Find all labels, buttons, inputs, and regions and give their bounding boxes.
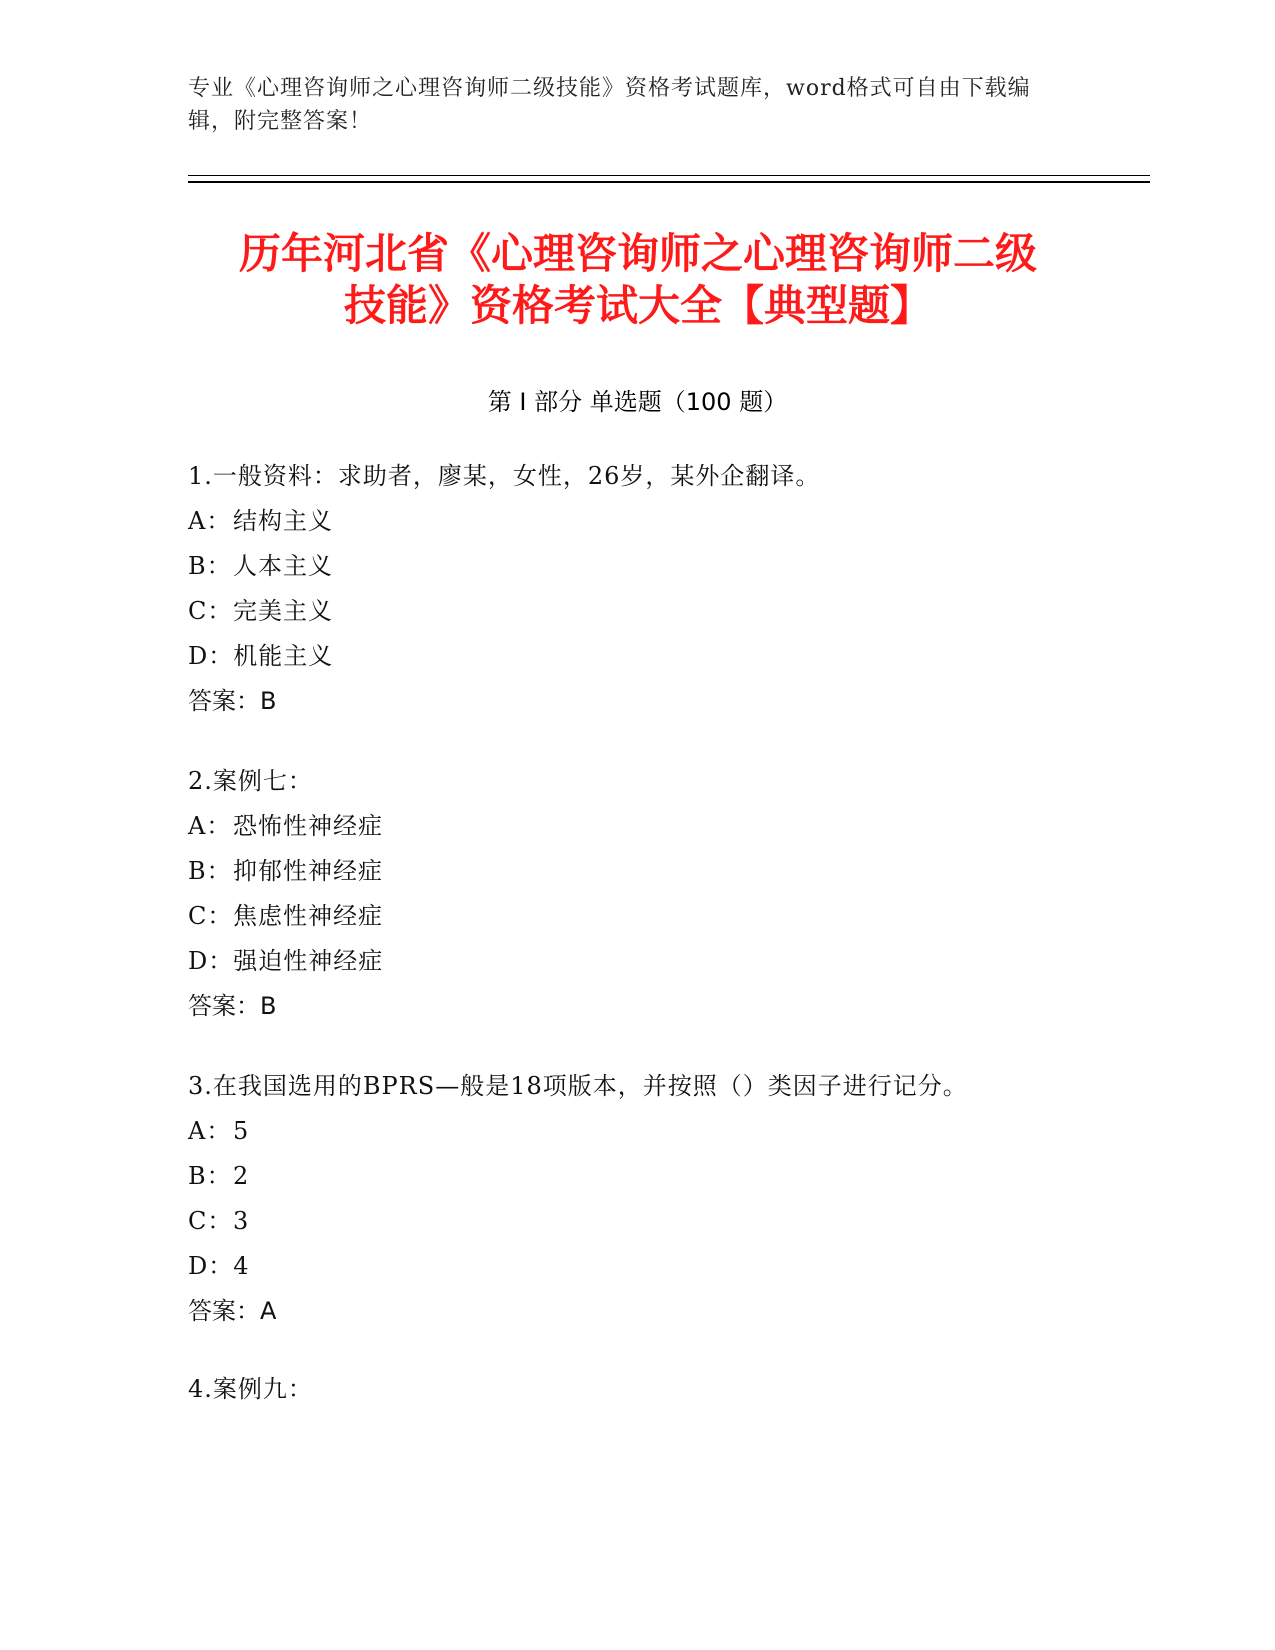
document-title-line-1: 历年河北省《心理咨询师之心理咨询师二级 — [238, 229, 1037, 278]
header-note: 专业《心理咨询师之心理咨询师二级技能》资格考试题库，word格式可自由下载编辑，附完整答案！ — [188, 76, 1031, 134]
option-a — [188, 1115, 1138, 1147]
option-letter: A： — [188, 507, 232, 535]
option-text: 4 — [233, 1252, 250, 1280]
option-text: 2 — [233, 1162, 250, 1190]
option-text: 强迫性神经症 — [233, 947, 384, 975]
answer-label: 答案： — [188, 1297, 260, 1325]
option-letter: D： — [188, 947, 234, 975]
option-letter: C： — [188, 597, 233, 625]
document-title — [188, 228, 1088, 332]
option-c — [188, 900, 1138, 932]
option-c — [188, 1205, 1138, 1237]
answer-line — [188, 1295, 1138, 1327]
option-c — [188, 595, 1138, 627]
option-text: 焦虑性神经症 — [233, 902, 383, 930]
option-text: 结构主义 — [233, 507, 333, 535]
question-stem: 3.在我国选用的BPRS—般是18项版本，并按照（）类因子进行记分。 — [188, 1072, 968, 1100]
answer-value: B — [260, 992, 277, 1020]
answer-label: 答案： — [188, 687, 260, 715]
option-letter: D： — [188, 1252, 234, 1280]
option-d — [188, 945, 1138, 977]
option-letter: B： — [188, 552, 232, 580]
section-heading: 第 I 部分 单选题（100 题） — [487, 388, 788, 416]
option-d — [188, 1250, 1138, 1282]
option-text: 人本主义 — [233, 552, 333, 580]
option-text: 5 — [233, 1117, 250, 1145]
option-d — [188, 640, 1138, 672]
question-3 — [188, 1070, 1138, 1327]
option-text: 机能主义 — [233, 642, 334, 670]
option-letter: A： — [188, 1117, 232, 1145]
option-a — [188, 810, 1138, 842]
option-letter: C： — [188, 902, 233, 930]
option-text: 恐怖性神经症 — [233, 812, 383, 840]
option-b — [188, 855, 1138, 887]
option-letter: B： — [188, 857, 232, 885]
answer-value: B — [260, 687, 277, 715]
question-stem: 1.一般资料：求助者，廖某，女性，26岁，某外企翻译。 — [188, 462, 821, 490]
question-stem: 4.案例九： — [188, 1375, 313, 1403]
question-2 — [188, 765, 1138, 1022]
option-a — [188, 505, 1138, 537]
option-letter: D： — [188, 642, 234, 670]
answer-value: A — [260, 1297, 277, 1325]
option-text: 抑郁性神经症 — [233, 857, 383, 885]
option-letter: B： — [188, 1162, 232, 1190]
document-title-line-2: 技能》资格考试大全【典型题】 — [343, 281, 932, 330]
header-rule-thin — [188, 175, 1150, 176]
answer-label: 答案： — [188, 992, 260, 1020]
option-b — [188, 550, 1138, 582]
option-text: 完美主义 — [233, 597, 333, 625]
option-letter: C： — [188, 1207, 233, 1235]
option-letter: A： — [188, 812, 232, 840]
answer-line — [188, 990, 1138, 1022]
option-b — [188, 1160, 1138, 1192]
option-text: 3 — [233, 1207, 250, 1235]
answer-line — [188, 685, 1138, 717]
question-stem: 2.案例七： — [188, 767, 313, 795]
header-rule-thick — [188, 181, 1150, 183]
question-4 — [188, 1373, 1138, 1418]
question-1 — [188, 460, 1138, 717]
